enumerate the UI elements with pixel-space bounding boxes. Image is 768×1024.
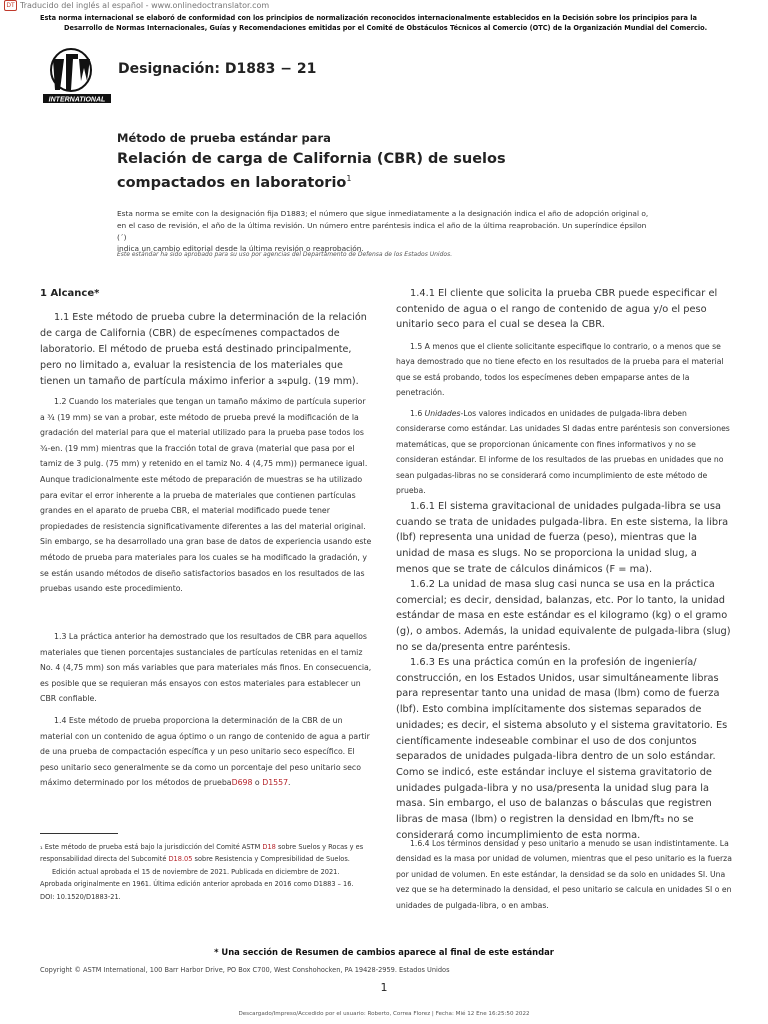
dod-approval-note: Este estándar ha sido aprobado para su uso por agencias del Departamento de Defensa de los Estados Unidos.: [117, 251, 453, 258]
paragraph-1-2: 1.2 Cuando los materiales que tengan un tamaño máximo de partícula superior a ³⁄₄ (19 mm) se van a probar, este método de prueba prevé la modificación de la gradación del material para que el material utilizado para la prueba pase todos los ³⁄₄-en. (19 mm) mientras que la fracción total de grava (material que pasa por el tamiz de 3 pulg. (75 mm) y retenido en el tamiz No. 4 (4,75 mm)) permanece igual. Aunque tradicionalmente este método de preparación de muestras se ha utilizado para evitar el error inherente a la prueba de materiales que contienen partículas grandes en el aparato de prueba CBR, el material modificado puede tener propiedades de resistencia significativamente diferentes a las del material original. Sin embargo, se ha desarrollado una gran base de datos de experiencia usando este método de prueba para materiales para los cuales se ha modificado la gradación, y se están usando métodos de diseño satisfactorios basados en los resultados de las pruebas usando este procedimiento.: [40, 397, 372, 594]
footnote-1-text-c: sobre Resistencia y Compresibilidad de Suelos.: [192, 855, 350, 864]
paragraph-1-6-number: 1.6: [410, 409, 425, 418]
preface-line-2: Desarrollo de Normas Internacionales, Guías y Recomendaciones emitidas por el Comité de Obstáculos Técnicos al Comercio (OTC) de la Organización Mundial del Comercio.: [64, 24, 708, 32]
translator-banner[interactable]: [4, 0, 269, 11]
summary-of-changes-note: * Una sección de Resumen de cambios aparece al final de este estándar: [214, 947, 554, 957]
paragraph-1-6-1: 1.6.1 El sistema gravitacional de unidades pulgada-libra se usa cuando se trata de unidades pulgada-libra. En este sistema, la libra (lbf) representa una unidad de fuerza (peso), mientras que la unidad de masa es slugs. No se proporciona la unidad slug, a menos que se trate de cálculos dinámicos (F = ma).: [396, 501, 729, 575]
footnote-divider: [40, 833, 118, 834]
astm-logo-icon: [38, 46, 112, 110]
standard-note: [117, 208, 657, 255]
title-footnote-mark: 1: [346, 174, 352, 183]
copyright-line: Copyright © ASTM International, 100 Barr Harbor Drive, PO Box C700, West Conshohocken, PA 19428-2959. Estados Unidos: [40, 966, 450, 974]
paragraph-1-6-4: 1.6.4 Los términos densidad y peso unitario a menudo se usan indistintamente. La densidad es la masa por unidad de volumen, mientras que el peso unitario es la fuerza por unidad de volumen. En este estándar, la densidad se da solo en unidades SI. Una vez que se ha determinado la densidad, el peso unitario se calcula en unidades SI o en unidades de pulgada-libra, o en ambas.: [396, 839, 732, 910]
document-title: [117, 149, 587, 193]
paragraph-1-5: 1.5 A menos que el cliente solicitante especifique lo contrario, o a menos que se haya demostrado que no tiene efecto en los resultados de la prueba para el material que se está probando, todos los especímenes deben empaparse antes de la penetración.: [396, 342, 724, 398]
paragraph-1-6: [396, 406, 732, 498]
translator-icon: DT: [4, 0, 17, 11]
paragraph-1-6-text: Los valores indicados en unidades de pulgada-libra deben considerarse como estándar. Las unidades SI dadas entre paréntesis son conversiones matemáticas, que se proporcionan únicamente con fines informativos y no se consideran estándar. El informe de los resultados de las pruebas en unidades que no sean pulgadas-libras no se considerará como incumplimiento de este método de prueba.: [396, 409, 730, 496]
standard-note-line-1: Esta norma se emite con la designación fija D1883; el número que sigue inmediatamente a la designación indica el año de adopción original o,: [117, 209, 649, 218]
standard-note-line-2: en el caso de revisión, el año de la última revisión. Un número entre paréntesis indica el año de la última reaprobación. Un superíndice épsilon (´): [117, 220, 647, 242]
paragraph-1-4-text: 1.4 Este método de prueba proporciona la determinación de la CBR de un material con un contenido de agua óptimo o un rango de contenido de agua a partir de una prueba de compactación específica y un peso unitario seco específico. El peso unitario seco generalmente se da como un porcentaje del peso unitario seco máximo determinado por los métodos de prueba: [40, 716, 370, 788]
reference-link-d1557[interactable]: D1557: [262, 778, 289, 788]
paragraph-1-4-or: o: [252, 778, 260, 788]
designation: Designación: D1883 − 21: [118, 61, 317, 77]
paragraph-1-4: [40, 713, 372, 791]
footnote-1-text-a: ₁ Este método de prueba está bajo la jurisdicción del Comité ASTM: [40, 843, 263, 851]
footnotes: [40, 841, 370, 903]
paragraph-1-6-heading: Unidades-: [424, 409, 464, 418]
translator-text[interactable]: Traducido del inglés al español - www.onlinedoctranslator.com: [20, 1, 270, 10]
standard-note-line-3: indica un cambio editorial desde la última revisión o reaprobación.: [117, 244, 364, 254]
paragraph-1-4-1: 1.4.1 El cliente que solicita la prueba CBR puede especificar el contenido de agua o el rango de contenido de agua y/o el peso unitario seco para el cual se desea la CBR.: [396, 288, 718, 331]
reference-link-d698[interactable]: D698: [231, 778, 253, 788]
section-heading-scope: 1 Alcance*: [40, 288, 100, 299]
astm-logo: [38, 46, 112, 110]
page-number: 1: [380, 981, 388, 994]
title-text: Relación de carga de California (CBR) de suelos compactados en laboratorio: [117, 151, 506, 191]
reference-link-d18-05[interactable]: D18.05: [168, 855, 193, 864]
svg-text:INTERNATIONAL: INTERNATIONAL: [48, 96, 106, 104]
paragraph-1-6-2: 1.6.2 La unidad de masa slug casi nunca se usa en la práctica comercial; es decir, densidad, balanzas, etc. Por lo tanto, la unidad estándar de masa en este estándar es el kilogramo (kg) o el gramo (g), o ambos. Además, la unidad equivalente de pulgada-libra (slug) no se da/presenta entre paréntesis.: [396, 579, 731, 653]
reference-link-d18[interactable]: D18: [262, 843, 276, 851]
footnote-edition: Edición actual aprobada el 15 de noviembre de 2021. Publicada en diciembre de 2021. Aprobada originalmente en 1961. Última edición anterior aprobada en 2016 como D1883 – 16. DOI: 10.1520/D1883-21.: [40, 867, 354, 901]
download-info: Descargado/Impreso/Accedido por el usuario: Roberto, Correa Florez | Fecha: Mié 12 Ene 16:25:50 2022: [238, 1011, 530, 1017]
paragraph-1-1-text: 1.1 Este método de prueba cubre la determinación de la relación de carga de California (CBR) de especímenes compactados de laboratorio. El método de prueba está destinado principalmente, pero no limitado a, evaluar la resistencia de los materiales que tienen un tamaño de partícula máximo inferior a: [40, 312, 367, 387]
footnote-1: [40, 841, 370, 866]
footnote-1-text-b: sobre Suelos y Rocas y es responsabilidad directa del Subcomité: [40, 843, 364, 864]
document-subtitle: Método de prueba estándar para: [117, 131, 331, 145]
paragraph-1-1: [40, 310, 372, 390]
preface-line-1: Esta norma internacional se elaboró de conformidad con los principios de normalización reconocidos internacionalmente establecidos en la Decisión sobre los principios para la: [40, 14, 697, 22]
paragraph-1-3: 1.3 La práctica anterior ha demostrado que los resultados de CBR para aquellos materiales que tienen porcentajes sustanciales de partículas retenidas en el tamiz No. 4 (4,75 mm) son más variables que para materiales más finos. En consecuencia, es posible que se requieran más ensayos con estos materiales para establecer un CBR confiable.: [40, 632, 372, 704]
paragraph-1-4-end: .: [288, 778, 291, 788]
preface-note: [40, 13, 730, 33]
paragraph-1-6-3: 1.6.3 Es una práctica común en la profesión de ingeniería/ construcción, en los Estados Unidos, usar simultáneamente libras para representar tanto una unidad de masa (lbm) como de fuerza (lbf). Esto combina implícitamente dos sistemas separados de unidades; es decir, el sistema absoluto y el sistema gravitatorio. Es científicamente indeseable combinar el uso de dos conjuntos separados de unidades pulgada-libra dentro de un solo estándar. Como se indicó, este estándar incluye el sistema gravitatorio de unidades pulgada-libra y no usa/presenta la unidad slug para la masa. Sin embargo, el uso de balanzas o básculas que registren libras de masa (lbm) o registren la densidad en lbm/ft₃ no se considerará como incumplimiento de esta norma.: [396, 657, 728, 841]
paragraph-1-1-end: pulg. (19 mm).: [287, 376, 359, 387]
fraction-three-quarters: 3⁄4: [277, 378, 288, 386]
